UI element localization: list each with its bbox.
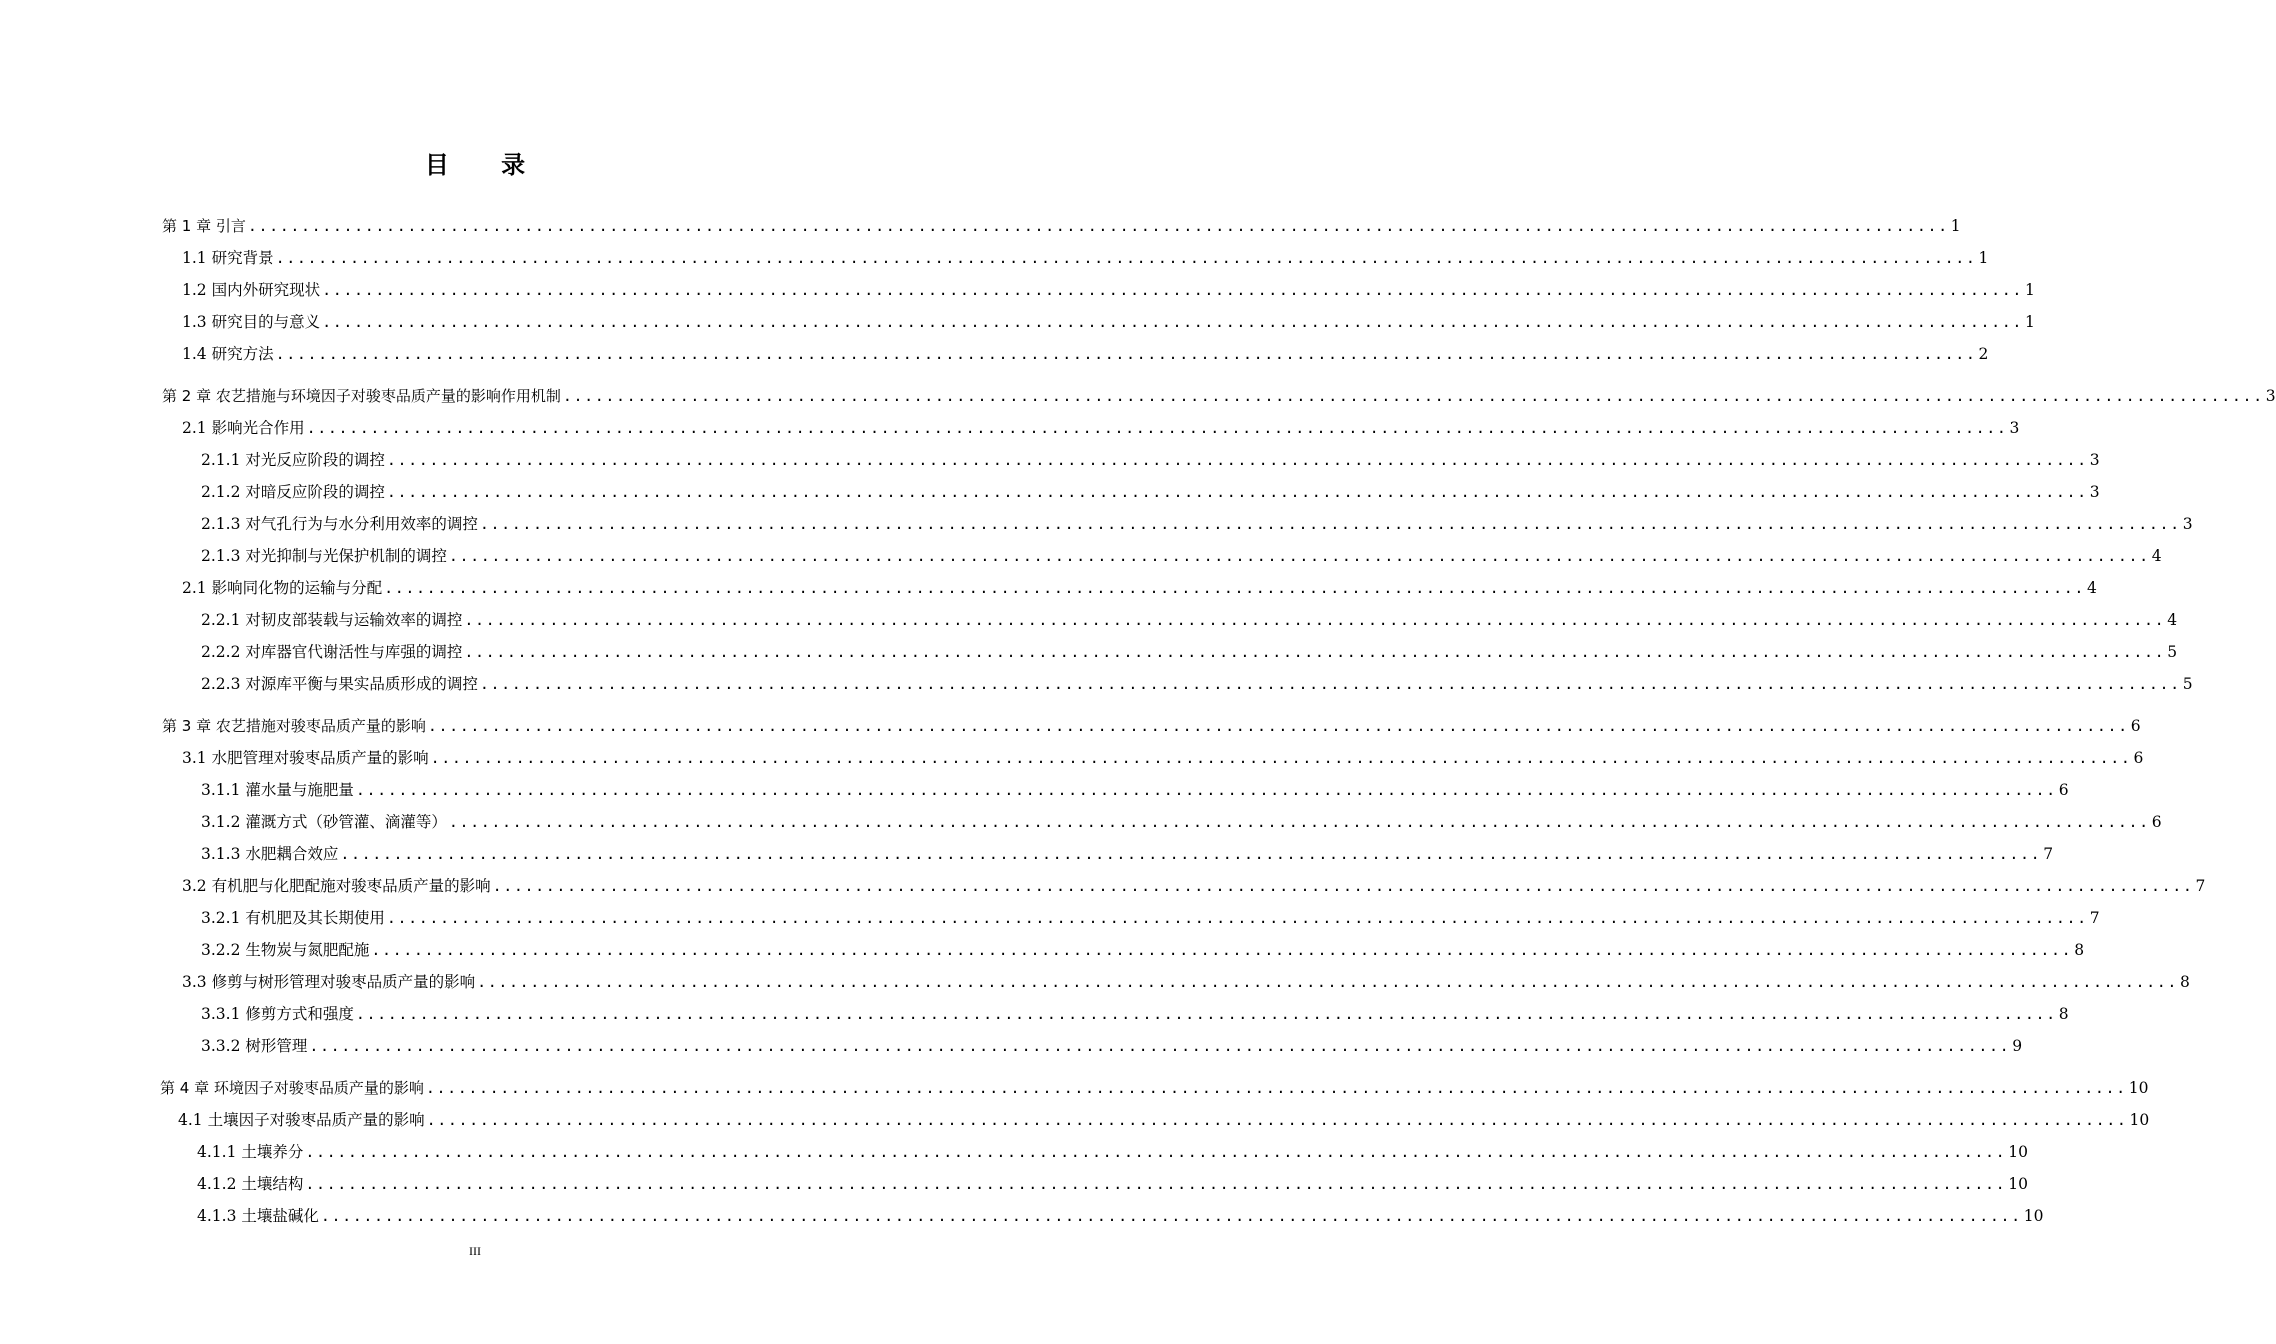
toc-dot-leader: ................................................................................................................................................................ — [448, 813, 2150, 831]
toc-entry-title: 1.4 研究方法 — [182, 345, 274, 363]
toc-entry-title: 2.1 影响同化物的运输与分配 — [182, 579, 383, 597]
toc-dot-leader: ................................................................................................................................................................ — [492, 877, 2194, 895]
toc-section-entry[interactable] — [182, 276, 2035, 300]
toc-entry-title: 3.1.3 水肥耦合效应 — [201, 845, 339, 863]
toc-dot-leader: ................................................................................................................................................................ — [425, 1079, 2127, 1097]
toc-entry-title: 2.2.2 对库器官代谢活性与库强的调控 — [201, 643, 463, 661]
toc-entry-title: 3.2.1 有机肥及其长期使用 — [201, 909, 385, 927]
toc-section-entry[interactable] — [201, 638, 2178, 662]
toc-section-entry[interactable] — [182, 744, 2144, 768]
toc-entry-page: 7 — [2043, 845, 2054, 863]
toc-entry-title: 4.1.3 土壤盐碱化 — [197, 1207, 319, 1225]
toc-entry-title: 4.1.2 土壤结构 — [197, 1175, 304, 1193]
toc-dot-leader: ................................................................................................................................................................ — [355, 781, 2057, 799]
toc-section-entry[interactable] — [197, 1170, 2029, 1194]
toc-section-entry[interactable] — [182, 872, 2206, 896]
toc-section-entry[interactable] — [201, 478, 2100, 502]
toc-dot-leader: ................................................................................................................................................................ — [275, 345, 1977, 363]
toc-entry-page: 2 — [1978, 345, 1989, 363]
toc-dot-leader: ................................................................................................................................................................ — [427, 717, 2129, 735]
toc-entry-title: 2.1.3 对气孔行为与水分利用效率的调控 — [201, 515, 478, 533]
toc-section-entry[interactable] — [201, 510, 2193, 534]
toc-dot-leader: ................................................................................................................................................................ — [562, 387, 2264, 405]
toc-entry-page: 3 — [2182, 515, 2193, 533]
toc-entry-page: 9 — [2012, 1037, 2023, 1055]
toc-dot-leader: ................................................................................................................................................................ — [464, 643, 2166, 661]
toc-section-entry[interactable] — [182, 244, 1989, 268]
toc-entry-title: 第 4 章 环境因子对骏枣品质产量的影响 — [160, 1079, 424, 1097]
toc-dot-leader: ................................................................................................................................................................ — [320, 1207, 2022, 1225]
toc-dot-leader: ................................................................................................................................................................ — [309, 1037, 2011, 1055]
toc-section-entry[interactable] — [197, 1202, 2044, 1226]
toc-section-entry[interactable] — [178, 1106, 2150, 1130]
toc-entry-page: 10 — [2008, 1175, 2029, 1193]
toc-dot-leader: ................................................................................................................................................................ — [305, 1143, 2007, 1161]
toc-dot-leader: ................................................................................................................................................................ — [448, 547, 2150, 565]
toc-entry-title: 1.3 研究目的与意义 — [182, 313, 321, 331]
toc-section-entry[interactable] — [182, 968, 2190, 992]
toc-entry-page: 1 — [2025, 313, 2035, 331]
toc-entry-page: 7 — [2195, 877, 2206, 895]
toc-section-entry[interactable] — [182, 574, 2097, 598]
toc-dot-leader: ................................................................................................................................................................ — [430, 749, 2132, 767]
toc-entry-page: 6 — [2130, 717, 2141, 735]
toc-entry-page: 1 — [1950, 217, 1961, 235]
toc-entry-page: 7 — [2089, 909, 2100, 927]
toc-section-entry[interactable] — [201, 542, 2162, 566]
toc-dot-leader: ................................................................................................................................................................ — [322, 313, 2023, 331]
toc-entry-title: 2.1.2 对暗反应阶段的调控 — [201, 483, 385, 501]
toc-entry-title: 4.1.1 土壤养分 — [197, 1143, 304, 1161]
toc-entry-page: 8 — [2058, 1005, 2069, 1023]
toc-entry-title: 3.3.1 修剪方式和强度 — [201, 1005, 354, 1023]
toc-entry-page: 6 — [2151, 813, 2162, 831]
toc-section-entry[interactable] — [197, 1138, 2029, 1162]
toc-entry-page: 3 — [2089, 483, 2100, 501]
toc-chapter-entry[interactable] — [162, 712, 2141, 736]
toc-dot-leader: ................................................................................................................................................................ — [322, 281, 2023, 299]
toc-dot-leader: ................................................................................................................................................................ — [275, 249, 1977, 267]
toc-chapter-entry[interactable] — [162, 382, 2276, 406]
toc-dot-leader: ................................................................................................................................................................ — [306, 419, 2008, 437]
toc-entry-title: 第 2 章 农艺措施与环境因子对骏枣品质产量的影响作用机制 — [162, 387, 561, 405]
toc-chapter-entry[interactable] — [162, 212, 1961, 236]
toc-dot-leader: ................................................................................................................................................................ — [479, 675, 2181, 693]
toc-entry-page: 4 — [2167, 611, 2178, 629]
toc-dot-leader: ................................................................................................................................................................ — [247, 217, 1949, 235]
toc-entry-title: 第 3 章 农艺措施对骏枣品质产量的影响 — [162, 717, 426, 735]
toc-entry-title: 3.1.1 灌水量与施肥量 — [201, 781, 354, 799]
toc-entry-page: 10 — [2128, 1079, 2149, 1097]
toc-entry-page: 1 — [1978, 249, 1989, 267]
toc-dot-leader: ................................................................................................................................................................ — [386, 909, 2088, 927]
toc-section-entry[interactable] — [182, 414, 2020, 438]
toc-section-entry[interactable] — [182, 308, 2035, 332]
toc-entry-title: 2.2.3 对源库平衡与果实品质形成的调控 — [201, 675, 478, 693]
toc-dot-leader: ................................................................................................................................................................ — [371, 941, 2073, 959]
toc-entry-page: 5 — [2167, 643, 2178, 661]
page-number: III — [469, 1244, 481, 1258]
toc-entry-page: 8 — [2180, 973, 2190, 991]
toc-entry-page: 8 — [2074, 941, 2085, 959]
toc-dot-leader: ................................................................................................................................................................ — [426, 1111, 2128, 1129]
toc-section-entry[interactable] — [201, 936, 2085, 960]
toc-entry-title: 3.1.2 灌溉方式（砂管灌、滴灌等） — [201, 813, 447, 831]
toc-dot-leader: ................................................................................................................................................................ — [386, 483, 2088, 501]
toc-chapter-entry[interactable] — [160, 1074, 2149, 1098]
toc-entry-page: 10 — [2008, 1143, 2029, 1161]
toc-dot-leader: ................................................................................................................................................................ — [384, 579, 2085, 597]
toc-entry-title: 2.1.3 对光抑制与光保护机制的调控 — [201, 547, 447, 565]
toc-dot-leader: ................................................................................................................................................................ — [477, 973, 2179, 991]
toc-entry-page: 4 — [2151, 547, 2162, 565]
toc-entry-page: 1 — [2025, 281, 2035, 299]
toc-entry-title: 3.2 有机肥与化肥配施对骏枣品质产量的影响 — [182, 877, 491, 895]
toc-entry-title: 第 1 章 引言 — [162, 217, 246, 235]
toc-entry-title: 2.1.1 对光反应阶段的调控 — [201, 451, 385, 469]
page-title: 目 录 — [424, 151, 548, 179]
toc-entry-page: 10 — [2129, 1111, 2150, 1129]
toc-entry-title: 2.2.1 对韧皮部装载与运输效率的调控 — [201, 611, 463, 629]
toc-entry-page: 6 — [2133, 749, 2144, 767]
toc-entry-title: 1.1 研究背景 — [182, 249, 274, 267]
toc-entry-page: 3 — [2089, 451, 2100, 469]
toc-entry-title: 3.2.2 生物炭与氮肥配施 — [201, 941, 370, 959]
toc-section-entry[interactable] — [201, 840, 2054, 864]
toc-dot-leader: ................................................................................................................................................................ — [386, 451, 2088, 469]
toc-entry-page: 6 — [2058, 781, 2069, 799]
toc-section-entry[interactable] — [201, 1000, 2069, 1024]
toc-entry-title: 4.1 土壤因子对骏枣品质产量的影响 — [178, 1111, 425, 1129]
toc-entry-title: 3.3 修剪与树形管理对骏枣品质产量的影响 — [182, 973, 476, 991]
toc-dot-leader: ................................................................................................................................................................ — [305, 1175, 2007, 1193]
toc-section-entry[interactable] — [201, 1032, 2023, 1056]
toc-section-entry[interactable] — [201, 606, 2178, 630]
toc-section-entry[interactable] — [201, 808, 2162, 832]
toc-section-entry[interactable] — [201, 670, 2193, 694]
toc-section-entry[interactable] — [201, 904, 2100, 928]
toc-entry-page: 5 — [2182, 675, 2193, 693]
toc-section-entry[interactable] — [182, 340, 1989, 364]
toc-entry-title: 3.3.2 树形管理 — [201, 1037, 308, 1055]
toc-section-entry[interactable] — [201, 776, 2069, 800]
toc-entry-page: 4 — [2087, 579, 2097, 597]
toc-entry-page: 3 — [2009, 419, 2020, 437]
toc-entry-title: 1.2 国内外研究现状 — [182, 281, 321, 299]
toc-dot-leader: ................................................................................................................................................................ — [355, 1005, 2057, 1023]
toc-dot-leader: ................................................................................................................................................................ — [340, 845, 2042, 863]
toc-entry-page: 3 — [2265, 387, 2276, 405]
toc-entry-page: 10 — [2023, 1207, 2044, 1225]
toc-entry-title: 2.1 影响光合作用 — [182, 419, 305, 437]
toc-dot-leader: ................................................................................................................................................................ — [479, 515, 2181, 533]
toc-dot-leader: ................................................................................................................................................................ — [464, 611, 2166, 629]
toc-entry-title: 3.1 水肥管理对骏枣品质产量的影响 — [182, 749, 429, 767]
toc-section-entry[interactable] — [201, 446, 2100, 470]
